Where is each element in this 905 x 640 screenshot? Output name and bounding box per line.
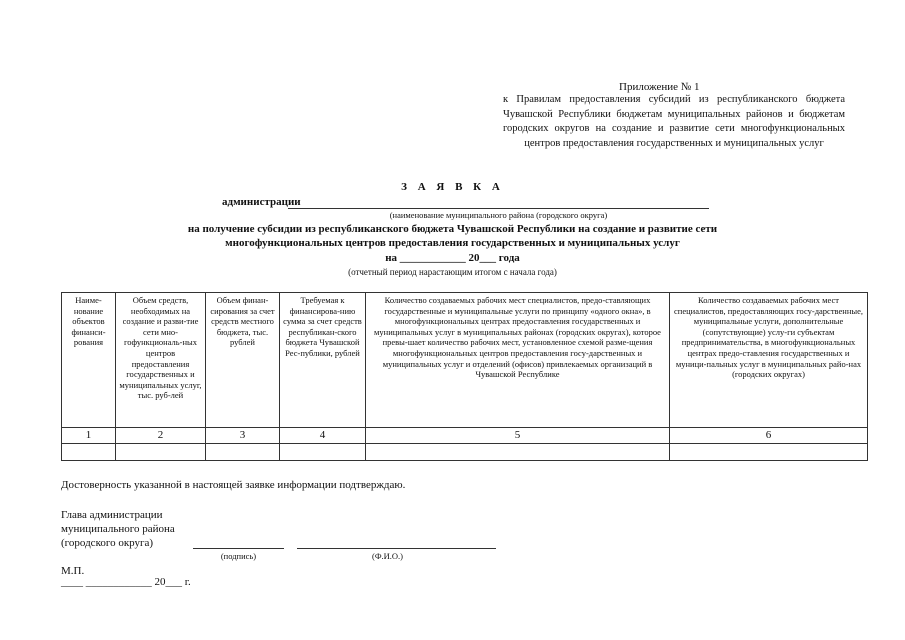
head-signature-block xyxy=(61,508,175,550)
purpose-line-1: на получение субсидии из республиканского бюджета Чувашской Республики на создание и развитие сети xyxy=(187,223,718,235)
form-heading: З А Я В К А xyxy=(401,181,504,193)
header-cell: Количество создаваемых рабочих мест специалистов, предо-ставляющих государственные и муниципальные услуги по принципу «одного окна», в многофункциональных центрах предоставления государственных и муниципальных услуг в муниципальных районах (городских округах), которое превы-шает количество рабочих мест, установленное схемой разме-щения многофункциональных центров предоставления госу-дарственных и муниципальных услуг и отделений (офисов) привлекаемых организаций в Чувашской Республике xyxy=(366,293,670,428)
fio-caption: (Ф.И.О.) xyxy=(371,551,404,561)
admin-label: администрации xyxy=(222,196,301,208)
stamp-place: М.П. xyxy=(61,565,85,577)
header-cell: Объем средств, необходимых на создание и разви-тие сети мно-гофункциональ-ных центров предоставления государственных и муниципальных услуг, тыс. руб-лей xyxy=(116,293,206,428)
column-number: 2 xyxy=(116,428,206,444)
head-line-1: Глава администрации xyxy=(61,509,163,521)
confirmation-text: Достоверность указанной в настоящей заявке информации подтверждаю. xyxy=(61,479,406,491)
appendix-title: Приложение № 1 xyxy=(619,81,700,93)
signature-caption: (подпись) xyxy=(220,551,257,561)
column-number: 4 xyxy=(280,428,366,444)
head-line-2: муниципального района xyxy=(61,523,175,535)
table-row xyxy=(62,444,868,461)
head-line-3: (городского округа) xyxy=(61,537,154,549)
header-cell: Требуемая к финансирова-нию сумма за счет средств республикан-ского бюджета Чувашской Рес-публики, рублей xyxy=(280,293,366,428)
table-cell[interactable] xyxy=(116,444,206,461)
table-cell[interactable] xyxy=(62,444,116,461)
column-number: 6 xyxy=(670,428,868,444)
admin-name-line xyxy=(288,208,709,209)
table-cell[interactable] xyxy=(670,444,868,461)
table-cell[interactable] xyxy=(280,444,366,461)
purpose-text xyxy=(0,222,905,250)
date-line: ____ ____________ 20___ г. xyxy=(61,576,191,588)
subsidy-table xyxy=(61,292,868,461)
column-number: 1 xyxy=(62,428,116,444)
table-cell[interactable] xyxy=(206,444,280,461)
admin-caption: (наименование муниципального района (городского округа) xyxy=(389,210,608,220)
appendix-body: к Правилам предоставления субсидий из республиканского бюджета Чувашской Республики бюджетам муниципальных районов и бюджетам городских округов на создание и развитие сети многофункциональных центров предоставления государственных и муниципальных услуг xyxy=(503,94,845,149)
header-cell: Количество создаваемых рабочих мест специалистов, предоставляющих госу-дарственные, муниципальные услуги, дополнительные (сопутствующие) услу-ги субъектам предпринимательства, в многофункциональных центрах предо-ставления государственных и муници-пальных услуг в муниципальных райо-нах (городских округах) xyxy=(670,293,868,428)
header-cell: Наиме-нование объектов финанси-рования xyxy=(62,293,116,428)
header-cell: Объем финан-сирования за счет средств местного бюджета, тыс. рублей xyxy=(206,293,280,428)
period-caption: (отчетный период нарастающим итогом с начала года) xyxy=(348,267,557,277)
column-number: 5 xyxy=(366,428,670,444)
fio-line xyxy=(297,548,496,549)
purpose-line-2: многофункциональных центров предоставления государственных и муниципальных услуг xyxy=(225,237,680,249)
table-cell[interactable] xyxy=(366,444,670,461)
column-number: 3 xyxy=(206,428,280,444)
period-line: на ____________ 20___ года xyxy=(385,252,520,264)
signature-line xyxy=(193,548,284,549)
table-header-row xyxy=(62,293,868,428)
column-number-row xyxy=(62,428,868,444)
